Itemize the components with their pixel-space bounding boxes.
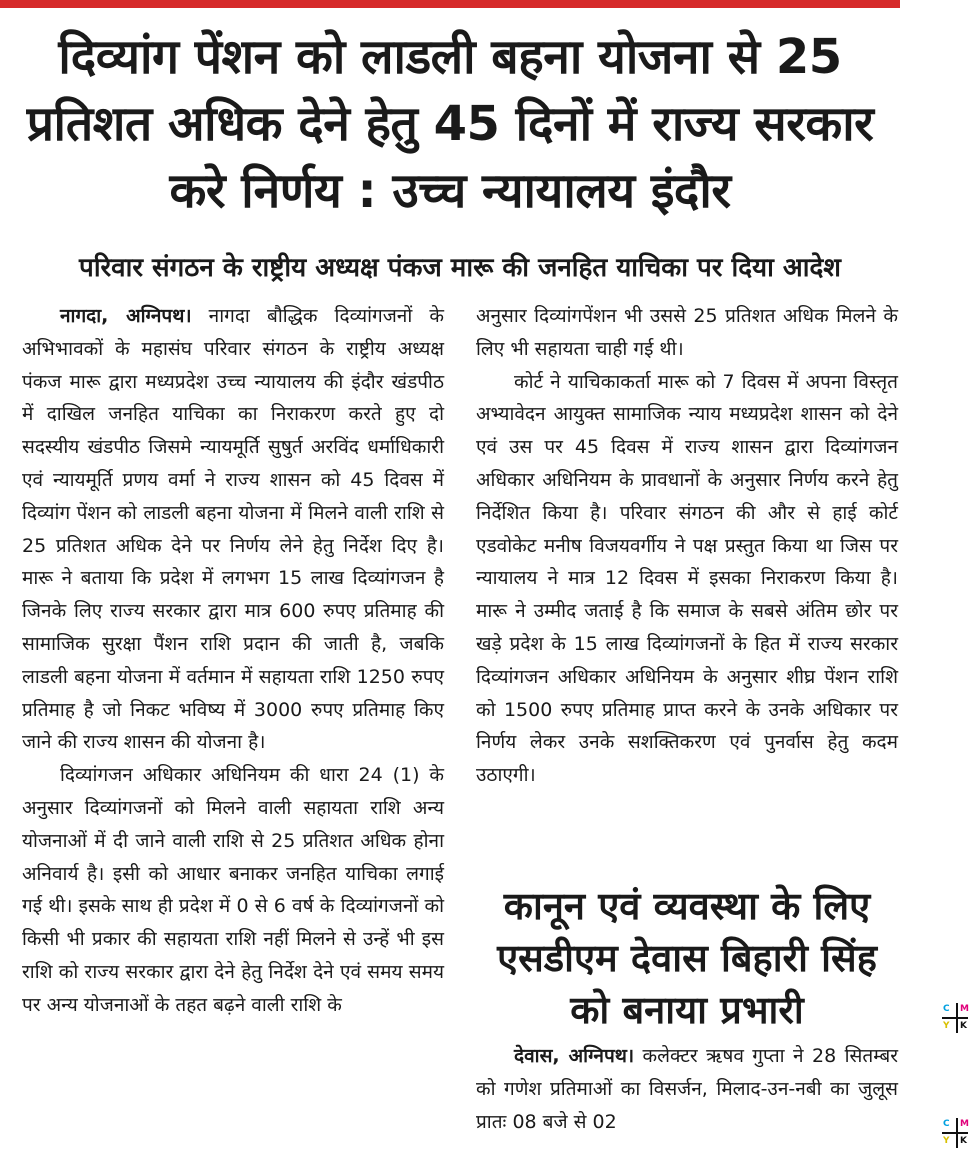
second-story-headline: कानून एवं व्यवस्था के लिए एसडीएम देवास बिहारी सिंह को बनाया प्रभारी [497, 884, 877, 1032]
article-paragraph [22, 300, 444, 759]
article-paragraph: कोर्ट ने याचिकाकर्ता मारू को 7 दिवस में अपना विस्तृत अभ्यावेदन आयुक्त सामाजिक न्याय मध्यप्रदेश शासन को देने एवं उस पर 45 दिवस में राज्य शासन द्वारा दिव्यांगजन अधिकार अधिनियम के प्रावधानों के अनुसार निर्णय करने हेतु निर्देशित किया है। परिवार संगठन की और से हाई कोर्ट एडवोकेट मनीष विजयवर्गीय ने पक्ष प्रस्तुत किया था जिस पर न्यायालय ने मात्र 12 दिवस में इसका निराकरण किया है। मारू ने उम्मीद जताई है कि समाज के सबसे अंतिम छोर पर खड़े प्रदेश के 15 लाख दिव्यांगजनों के हित में राज्य सरकार दिव्यांगजन अधिकार अधिनियम के अनुसार शीघ्र पेंशन राशि को 1500 रुपए प्रतिमाह प्राप्त करने के उनके अधिकार पर निर्णय लेकर उनके सशक्तिकरण एवं पुनर्वास हेतु कदम उठाएगी। [476, 370, 898, 787]
article-paragraph-continued: अनुसार दिव्यांगपेंशन भी उससे 25 प्रतिशत अधिक मिलने के लिए भी सहायता चाही गई थी। [476, 305, 898, 360]
paragraph-text: नागदा बौद्धिक दिव्यांगजनों के अभिभावकों के महासंघ परिवार संगठन के राष्ट्रीय अध्यक्ष पंकज मारू द्वारा मध्यप्रदेश उच्च न्यायालय की इंदौर खंडपीठ में दाखिल जनहित याचिका का निराकरण करते हुए दो सदस्यीय खंडपीठ जिसमे न्यायमूर्ति सुषुर्त अरविंद धर्माधिकारी एवं न्यायमूर्ति प्रणय वर्मा ने राज्य शासन को 45 दिवस में दिव्यांग पेंशन को लाडली बहना योजना में मिलने वाली राशि से 25 प्रतिशत अधिक देने पर निर्णय लेने हेतु निर्देश दिए है। मारू ने बताया कि प्रदेश में लगभग 15 लाख दिव्यांगजन है जिनके लिए राज्य सरकार द्वारा मात्र 600 रुपए प्रतिमाह की सामाजिक सुरक्षा पैंशन राशि प्रदान की जाती है, जबकि लाडली बहना योजना में वर्तमान में सहायता राशि 1250 रुपए प्रतिमाह है जो निकट भविष्य में 3000 रुपए प्रतिमाह किए जाने की राज्य शासन की योजना है। [22, 305, 444, 754]
registration-mark-icon [942, 1118, 968, 1148]
dateline: देवास, अग्निपथ। [514, 1045, 635, 1067]
sub-headline: परिवार संगठन के राष्ट्रीय अध्यक्ष पंकज मारू की जनहित याचिका पर दिया आदेश [79, 253, 841, 283]
article-column-right [476, 300, 898, 792]
magenta-mark-label: M [960, 1004, 969, 1014]
magenta-mark-label: M [960, 1119, 969, 1129]
yellow-mark-label: Y [943, 1021, 950, 1031]
black-mark-label: K [960, 1136, 967, 1146]
main-headline: दिव्यांग पेंशन को लाडली बहना योजना से 25 प्रतिशत अधिक देने हेतु 45 दिनों में राज्य सरकार करे निर्णय : उच्च न्यायालय इंदौर [26, 29, 874, 219]
cyan-mark-label: C [943, 1004, 950, 1014]
paragraph-text: कलेक्टर ऋषव गुप्ता ने 28 सितम्बर को गणेश प्रतिमाओं का विसर्जन, मिलाद-उन-नबी का जुलूस प्रातः 08 बजे से 02 [476, 1045, 898, 1133]
dateline: नागदा, अग्निपथ। [60, 305, 192, 327]
article-paragraph: दिव्यांगजन अधिकार अधिनियम की धारा 24 (1) के अनुसार दिव्यांगजनों को मिलने वाली सहायता राशि अन्य योजनाओं में दी जाने वाली राशि से 25 प्रतिशत अधिक होना अनिवार्य है। इसी को आधार बनाकर जनहित याचिका लगाई गई थी। इसके साथ ही प्रदेश में 0 से 6 वर्ष के दिव्यांगजनों को किसी भी प्रकार की सहायता राशि नहीं मिलने से उन्हें भी इस राशि को राज्य सरकार द्वारा देने हेतु निर्देश देने एवं समय समय पर अन्य योजनाओं के तहत बढ़ने वाली राशि के [22, 764, 444, 1016]
black-mark-label: K [960, 1021, 967, 1031]
cyan-mark-label: C [943, 1119, 950, 1129]
yellow-mark-label: Y [943, 1136, 950, 1146]
registration-mark-icon [942, 1003, 968, 1033]
article-column-left [22, 300, 444, 1022]
article-paragraph [476, 1040, 898, 1138]
top-accent-bar [0, 0, 900, 8]
second-story-body [476, 1040, 898, 1138]
